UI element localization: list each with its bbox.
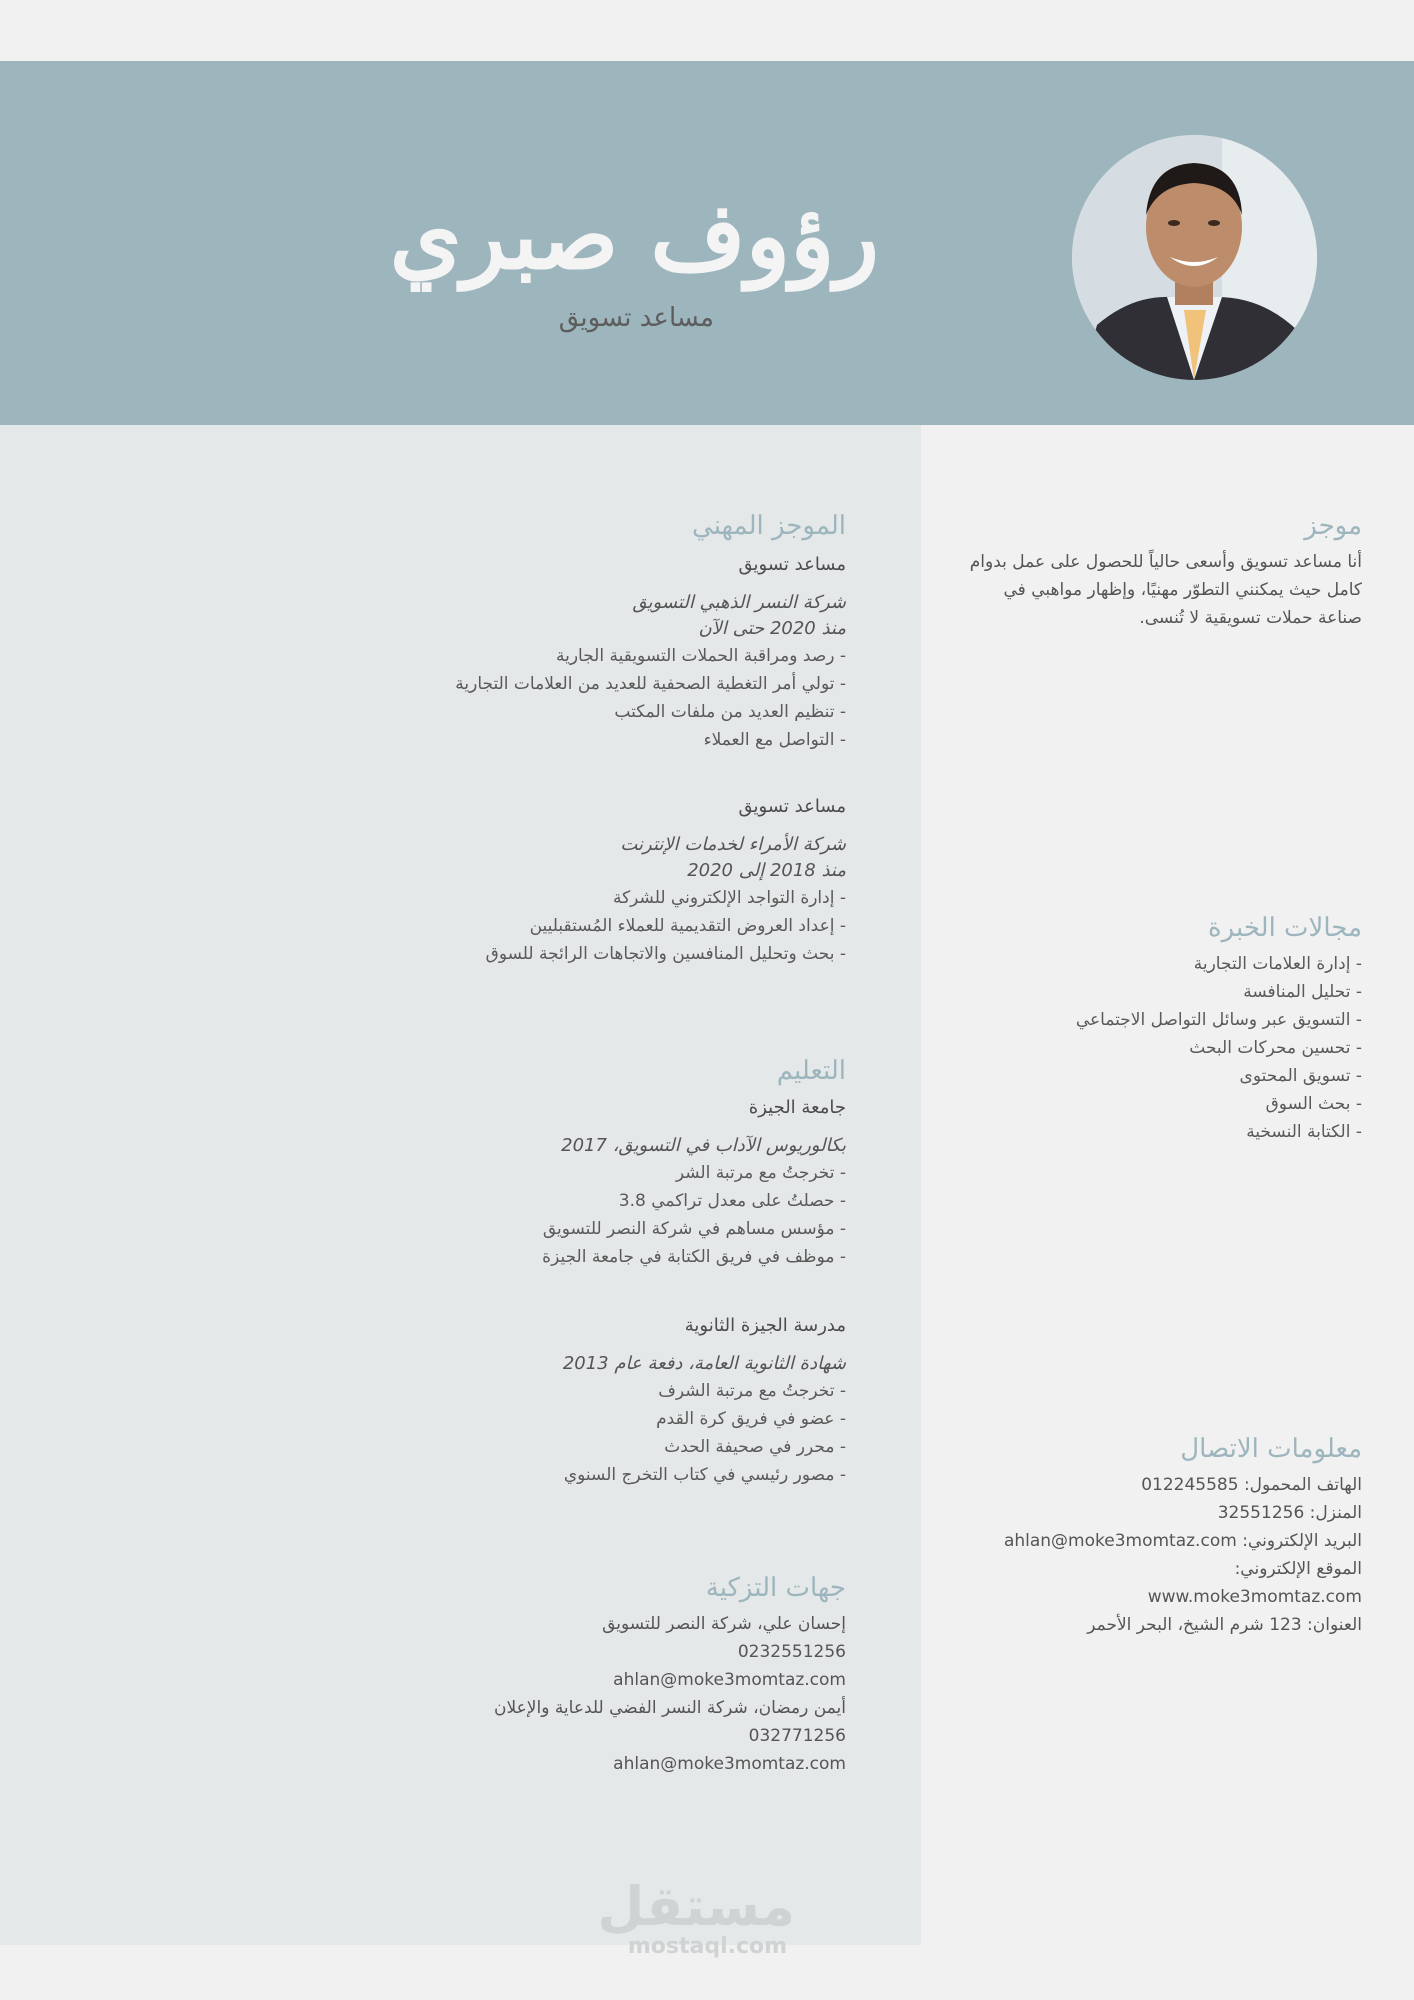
list-item: - محرر في صحيفة الحدث	[664, 1436, 846, 1457]
summary-text: أنا مساعد تسويق وأسعى حالياً للحصول على عمل بدوام كامل حيث يمكنني التطوّر مهنيًا، وإظهار مواهبي في صناعة حملات تسويقية لا تُنسى.	[969, 551, 1362, 628]
website-value[interactable]: www.moke3momtaz.com	[1147, 1586, 1362, 1607]
list-item: - إدارة التواجد الإلكتروني للشركة	[612, 887, 846, 908]
list-item: - تخرجتُ مع مرتبة الشرف	[658, 1380, 846, 1401]
job-entry	[246, 550, 846, 754]
list-item: - بحث وتحليل المنافسين والاتجاهات الرائجة للسوق	[485, 943, 846, 964]
job-company: شركة النسر الذهبي التسويق	[632, 591, 846, 613]
list-item: - حصلتُ على معدل تراكمي 3.8	[618, 1190, 846, 1211]
reference-name: إحسان علي، شركة النصر للتسويق	[602, 1613, 846, 1634]
experience-heading: الموجز المهني	[692, 511, 846, 541]
references-section	[246, 1572, 846, 1778]
education-items	[246, 1377, 846, 1489]
list-item: - التواصل مع العملاء	[703, 729, 846, 750]
watermark-arabic: مستقل	[597, 1875, 795, 1938]
list-item: - عضو في فريق كرة القدم	[656, 1408, 846, 1429]
list-item: - تحليل المنافسة	[1243, 981, 1362, 1002]
mobile-label: الهاتف المحمول:	[1243, 1474, 1362, 1495]
website-label: الموقع الإلكتروني:	[1234, 1558, 1362, 1579]
job-period: منذ 2018 إلى 2020	[687, 859, 846, 881]
address-label: العنوان:	[1307, 1614, 1362, 1635]
list-item: - تحسين محركات البحث	[1189, 1037, 1362, 1058]
job-period: منذ 2020 حتى الآن	[698, 617, 846, 639]
list-item: - إدارة العلامات التجارية	[1193, 953, 1362, 974]
education-section	[246, 1055, 846, 1489]
list-item: - إعداد العروض التقديمية للعملاء المُستقبليين	[529, 915, 846, 936]
education-items	[246, 1159, 846, 1271]
list-item: - تخرجتُ مع مرتبة الشر	[675, 1162, 846, 1183]
contact-address	[960, 1611, 1362, 1639]
job-title: مساعد تسويق	[738, 553, 846, 575]
education-entry	[246, 1311, 846, 1489]
degree: بكالوريوس الآداب في التسويق، 2017	[561, 1134, 846, 1156]
expertise-list	[960, 950, 1362, 1146]
list-item: - تسويق المحتوى	[1239, 1065, 1362, 1086]
list-item: - تنظيم العديد من ملفات المكتب	[614, 701, 846, 722]
home-value: 32551256	[1217, 1502, 1305, 1523]
email-label: البريد الإلكتروني:	[1242, 1530, 1362, 1551]
contact-email	[960, 1527, 1362, 1555]
list-item: - رصد ومراقبة الحملات التسويقية الجارية	[555, 645, 846, 666]
reference-email[interactable]: ahlan@moke3momtaz.com	[613, 1669, 846, 1690]
summary-section	[960, 510, 1362, 632]
home-label: المنزل:	[1309, 1502, 1362, 1523]
job-entry	[246, 792, 846, 968]
address-value: 123 شرم الشيخ، البحر الأحمر	[1087, 1614, 1302, 1635]
school-name: مدرسة الجيزة الثانوية	[684, 1314, 846, 1336]
contact-heading: معلومات الاتصال	[1180, 1434, 1362, 1464]
job-company: شركة الأمراء لخدمات الإنترنت	[620, 833, 846, 855]
person-portrait-icon	[1072, 135, 1317, 380]
job-title: مساعد تسويق	[738, 795, 846, 817]
reference-phone: 032771256	[748, 1725, 846, 1746]
reference-name: أيمن رمضان، شركة النسر الفضي للدعاية والإعلان	[494, 1697, 846, 1718]
school-name: جامعة الجيزة	[748, 1096, 846, 1118]
profile-photo	[1072, 135, 1317, 380]
education-heading: التعليم	[776, 1056, 846, 1086]
mostaql-watermark	[597, 1875, 795, 1960]
list-item: - بحث السوق	[1265, 1093, 1362, 1114]
watermark-latin: mostaql.com	[627, 1934, 788, 1959]
education-entry	[246, 1093, 846, 1271]
job-duties	[246, 642, 846, 754]
expertise-section	[960, 912, 1362, 1146]
summary-heading: موجز	[1304, 511, 1362, 541]
mobile-value: 012245585	[1141, 1474, 1239, 1495]
contact-home	[960, 1499, 1362, 1527]
reference-email[interactable]: ahlan@moke3momtaz.com	[613, 1753, 846, 1774]
list-item: - مؤسس مساهم في شركة النصر للتسويق	[542, 1218, 846, 1239]
degree: شهادة الثانوية العامة، دفعة عام 2013	[562, 1352, 846, 1374]
list-item: - موظف في فريق الكتابة في جامعة الجيزة	[542, 1246, 846, 1267]
experience-section	[246, 510, 846, 968]
references-heading: جهات التزكية	[705, 1573, 846, 1603]
list-item: - مصور رئيسي في كتاب التخرج السنوي	[563, 1464, 846, 1485]
job-duties	[246, 884, 846, 968]
email-value[interactable]: ahlan@moke3momtaz.com	[1003, 1530, 1237, 1551]
expertise-heading: مجالات الخبرة	[1208, 913, 1362, 943]
candidate-name: رؤوف صبري	[389, 182, 879, 290]
contact-mobile	[960, 1471, 1362, 1499]
list-item: - التسويق عبر وسائل التواصل الاجتماعي	[1075, 1009, 1362, 1030]
candidate-job-title: مساعد تسويق	[558, 303, 714, 333]
reference-phone: 0232551256	[737, 1641, 846, 1662]
list-item: - تولي أمر التغطية الصحفية للعديد من العلامات التجارية	[455, 673, 846, 694]
contact-section	[960, 1433, 1362, 1639]
list-item: - الكتابة النسخية	[1246, 1121, 1362, 1142]
